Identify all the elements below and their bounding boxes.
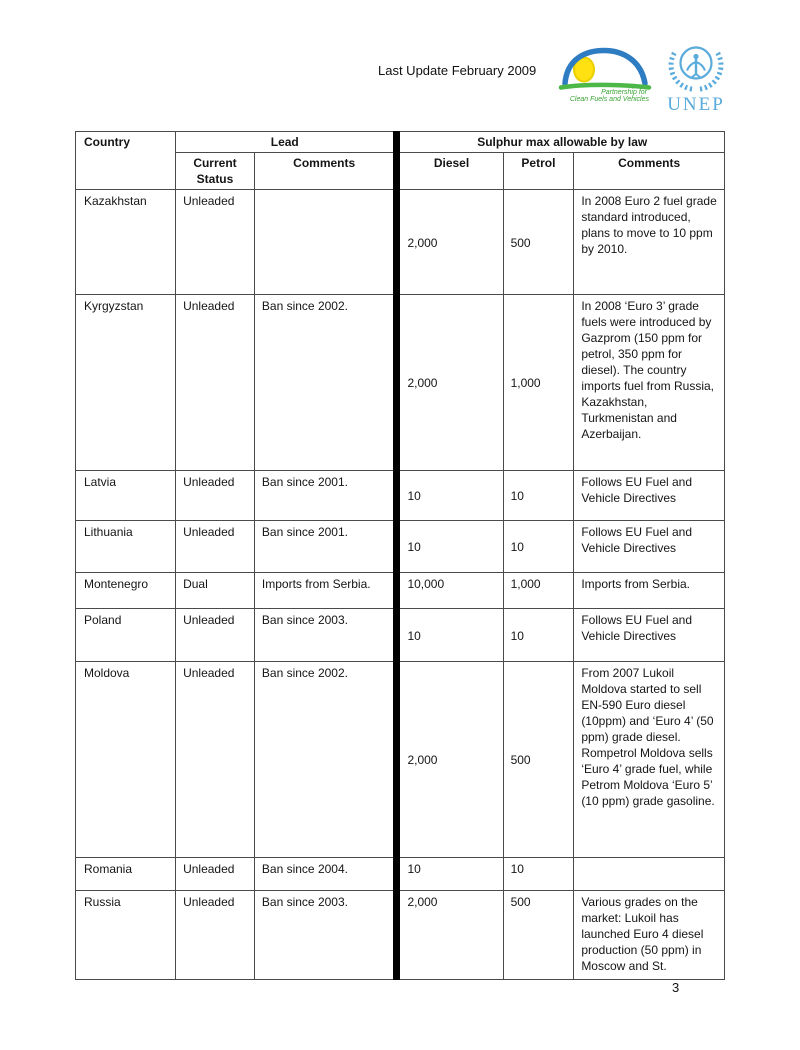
header-sulphur-group: Sulphur max allowable by law: [397, 132, 725, 153]
cell-sulphur-comment: Follows EU Fuel and Vehicle Directives: [574, 609, 725, 662]
header-sulphur-comments: Comments: [574, 153, 725, 190]
cell-diesel: 2,000: [397, 662, 503, 858]
cell-lead-comment: [254, 190, 397, 295]
cell-petrol: 500: [503, 662, 574, 858]
cell-petrol: 1,000: [503, 573, 574, 609]
cell-petrol: 500: [503, 891, 574, 980]
cell-sulphur-comment: Various grades on the market: Lukoil has launched Euro 4 diesel production (50 ppm) in Moscow and St.: [574, 891, 725, 980]
pcfv-logo-line2: Clean Fuels and Vehicles: [569, 96, 649, 102]
cell-diesel: 2,000: [397, 891, 503, 980]
cell-lead-status: Unleaded: [176, 190, 255, 295]
header-petrol: Petrol: [503, 153, 574, 190]
page-number: 3: [672, 980, 680, 995]
table-row-lithuania: [76, 521, 725, 573]
cell-sulphur-comment: [574, 858, 725, 891]
cell-petrol: 1,000: [503, 295, 574, 471]
last-update-text: Last Update February 2009: [378, 63, 537, 78]
table-row-latvia: [76, 471, 725, 521]
cell-lead-comment: Ban since 2001.: [254, 471, 397, 521]
cell-country: Kyrgyzstan: [76, 295, 176, 471]
header-diesel: Diesel: [397, 153, 503, 190]
cell-diesel: 10: [397, 471, 503, 521]
cell-sulphur-comment: In 2008 ‘Euro 3’ grade fuels were introduced by Gazprom (150 ppm for petrol, 350 ppm for diesel). The country imports fuel from Russia, Kazakhstan, Turkmenistan and Azerbaijan.: [574, 295, 725, 471]
table-row-montenegro: [76, 573, 725, 609]
cell-country: Lithuania: [76, 521, 176, 573]
cell-lead-status: Dual: [176, 573, 255, 609]
pcfv-logo-icon: [558, 45, 652, 102]
cell-lead-comment: Ban since 2004.: [254, 858, 397, 891]
table-row-kazakhstan: [76, 190, 725, 295]
cell-sulphur-comment: From 2007 Lukoil Moldova started to sell EN-590 Euro diesel (10ppm) and ‘Euro 4’ (50 ppm) grade diesel. Rompetrol Moldova sells ‘Euro 4’ grade fuel, while Petrom Moldova ‘Euro 5’ (10 ppm) grade gasoline.: [574, 662, 725, 858]
unep-logo-icon: [658, 32, 734, 114]
cell-diesel: 2,000: [397, 190, 503, 295]
cell-sulphur-comment: Follows EU Fuel and Vehicle Directives: [574, 471, 725, 521]
cell-petrol: 10: [503, 521, 574, 573]
cell-diesel: 2,000: [397, 295, 503, 471]
cell-lead-comment: Ban since 2002.: [254, 662, 397, 858]
cell-diesel: 10,000: [397, 573, 503, 609]
header-current-status: Current Status: [176, 153, 255, 190]
cell-lead-status: Unleaded: [176, 471, 255, 521]
unep-wordmark: UNEP: [667, 94, 725, 114]
fuel-standards-table: [75, 131, 725, 980]
cell-sulphur-comment: Follows EU Fuel and Vehicle Directives: [574, 521, 725, 573]
cell-lead-status: Unleaded: [176, 295, 255, 471]
table-row-romania: [76, 858, 725, 891]
cell-diesel: 10: [397, 521, 503, 573]
cell-country: Moldova: [76, 662, 176, 858]
pcfv-ground-icon: [561, 85, 649, 88]
unep-figure-icon: [687, 54, 705, 78]
header-country: Country: [76, 132, 176, 190]
table-row-moldova: [76, 662, 725, 858]
cell-country: Montenegro: [76, 573, 176, 609]
cell-lead-status: Unleaded: [176, 521, 255, 573]
cell-petrol: 10: [503, 471, 574, 521]
table-header-row-groups: [76, 132, 725, 153]
cell-petrol: 500: [503, 190, 574, 295]
cell-petrol: 10: [503, 609, 574, 662]
table-row-poland: [76, 609, 725, 662]
cell-lead-comment: Ban since 2003.: [254, 891, 397, 980]
pcfv-logo-line1: Partnership for: [601, 89, 647, 96]
header-lead-comments: Comments: [254, 153, 397, 190]
cell-country: Russia: [76, 891, 176, 980]
cell-petrol: 10: [503, 858, 574, 891]
cell-lead-status: Unleaded: [176, 609, 255, 662]
cell-lead-comment: Ban since 2003.: [254, 609, 397, 662]
cell-sulphur-comment: In 2008 Euro 2 fuel grade standard introduced, plans to move to 10 ppm by 2010.: [574, 190, 725, 295]
cell-lead-status: Unleaded: [176, 891, 255, 980]
cell-country: Poland: [76, 609, 176, 662]
cell-diesel: 10: [397, 609, 503, 662]
cell-country: Kazakhstan: [76, 190, 176, 295]
cell-lead-status: Unleaded: [176, 662, 255, 858]
cell-diesel: 10: [397, 858, 503, 891]
cell-country: Romania: [76, 858, 176, 891]
header-lead-group: Lead: [176, 132, 397, 153]
cell-sulphur-comment: Imports from Serbia.: [574, 573, 725, 609]
table-row-russia: [76, 891, 725, 980]
cell-lead-comment: Imports from Serbia.: [254, 573, 397, 609]
cell-lead-comment: Ban since 2001.: [254, 521, 397, 573]
cell-lead-status: Unleaded: [176, 858, 255, 891]
cell-lead-comment: Ban since 2002.: [254, 295, 397, 471]
table-row-kyrgyzstan: [76, 295, 725, 471]
cell-country: Latvia: [76, 471, 176, 521]
